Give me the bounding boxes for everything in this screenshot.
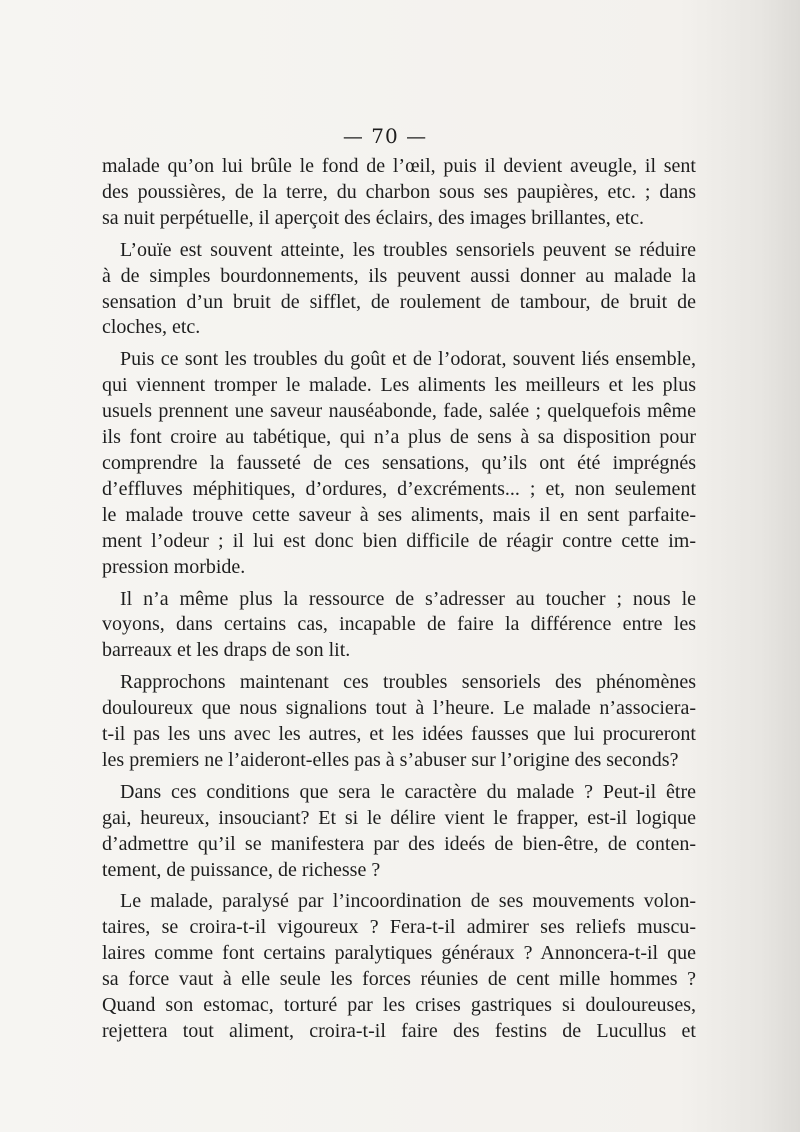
text-line: pression morbide. [102, 555, 246, 578]
text-line: d’effluves méphitiques, d’ordures, d’excréments... ; et, non seulement [102, 477, 696, 500]
text-line: cloches, etc. [102, 316, 201, 339]
paragraph [102, 889, 696, 1044]
paragraph [102, 670, 696, 774]
text-line: ils font croire au tabétique, qui n’a plus de sens à sa disposition pour [102, 426, 696, 449]
text-line: barreaux et les draps de son lit. [102, 639, 351, 662]
paragraph [102, 587, 696, 665]
paragraph [102, 780, 696, 884]
text-line: malade qu’on lui brûle le fond de l’œil, puis il devient aveugle, il sent [102, 155, 696, 177]
text-line: ment l’odeur ; il lui est donc bien difficile de réagir contre cette im- [102, 529, 696, 552]
text-line: rejettera tout aliment, croira-t-il faire des festins de Lucullus et [102, 1020, 696, 1042]
text-line: L’ouïe est souvent atteinte, les troubles sensoriels peuvent se réduire [120, 238, 696, 261]
text-line: t-il pas les uns avec les autres, et les idées fausses que lui procureront [102, 723, 696, 746]
text-line: usuels prennent une saveur nauséabonde, fade, salée ; quelquefois même [102, 400, 696, 423]
text-line: Il n’a même plus la ressource de s’adresser au toucher ; nous le [120, 587, 696, 610]
text-line: sensation d’un bruit de sifflet, de roulement de tambour, de bruit de [102, 290, 696, 313]
text-line: le malade trouve cette saveur à ses aliments, mais il en sent parfaite- [102, 503, 696, 526]
text-line: Rapprochons maintenant ces troubles sensoriels des phénomènes [120, 671, 696, 694]
text-line: des poussières, de la terre, du charbon sous ses paupières, etc. ; dans [102, 180, 696, 203]
text-line: Quand son estomac, torturé par les crises gastriques si douloureuses, [102, 994, 696, 1017]
text-line: voyons, dans certains cas, incapable de faire la différence entre les [102, 613, 696, 636]
page-number: — 70 — [342, 124, 428, 148]
text-line: les premiers ne l’aideront-elles pas à s’abuser sur l’origine des seconds? [102, 748, 679, 771]
text-line: sa nuit perpétuelle, il aperçoit des éclairs, des images brillantes, etc. [102, 206, 645, 229]
text-line: à de simples bourdonnements, ils peuvent aussi donner au malade la [102, 264, 696, 287]
text-line: Puis ce sont les troubles du goût et de l’odorat, souvent liés ensemble, [120, 348, 696, 371]
text-line: douloureux que nous signalions tout à l’heure. Le malade n’associera- [102, 697, 696, 720]
text-line: d’admettre qu’il se manifestera par des ideés de bien-être, de conten- [102, 832, 696, 855]
text-line: qui viennent tromper le malade. Les aliments les meilleurs et les plus [102, 374, 696, 397]
paragraph [102, 238, 696, 342]
text-line: sa force vaut à elle seule les forces réunies de cent mille hommes ? [102, 968, 696, 991]
paragraph [102, 154, 696, 232]
text-line: Le malade, paralysé par l’incoordination de ses mouvements volon- [120, 890, 696, 913]
text-line: tement, de puissance, de richesse ? [102, 858, 381, 881]
body-text [102, 154, 696, 1045]
text-line: comprendre la fausseté de ces sensations, qu’ils ont été imprégnés [102, 451, 696, 474]
text-line: taires, se croira-t-il vigoureux ? Fera-t-il admirer ses reliefs muscu- [102, 916, 696, 939]
paragraph [102, 347, 696, 580]
text-line: gai, heureux, insouciant? Et si le délire vient le frapper, est-il logique [102, 806, 696, 829]
text-line: laires comme font certains paralytiques généraux ? Annoncera-t-il que [102, 942, 696, 965]
text-line: Dans ces conditions que sera le caractère du malade ? Peut-il être [120, 780, 696, 803]
